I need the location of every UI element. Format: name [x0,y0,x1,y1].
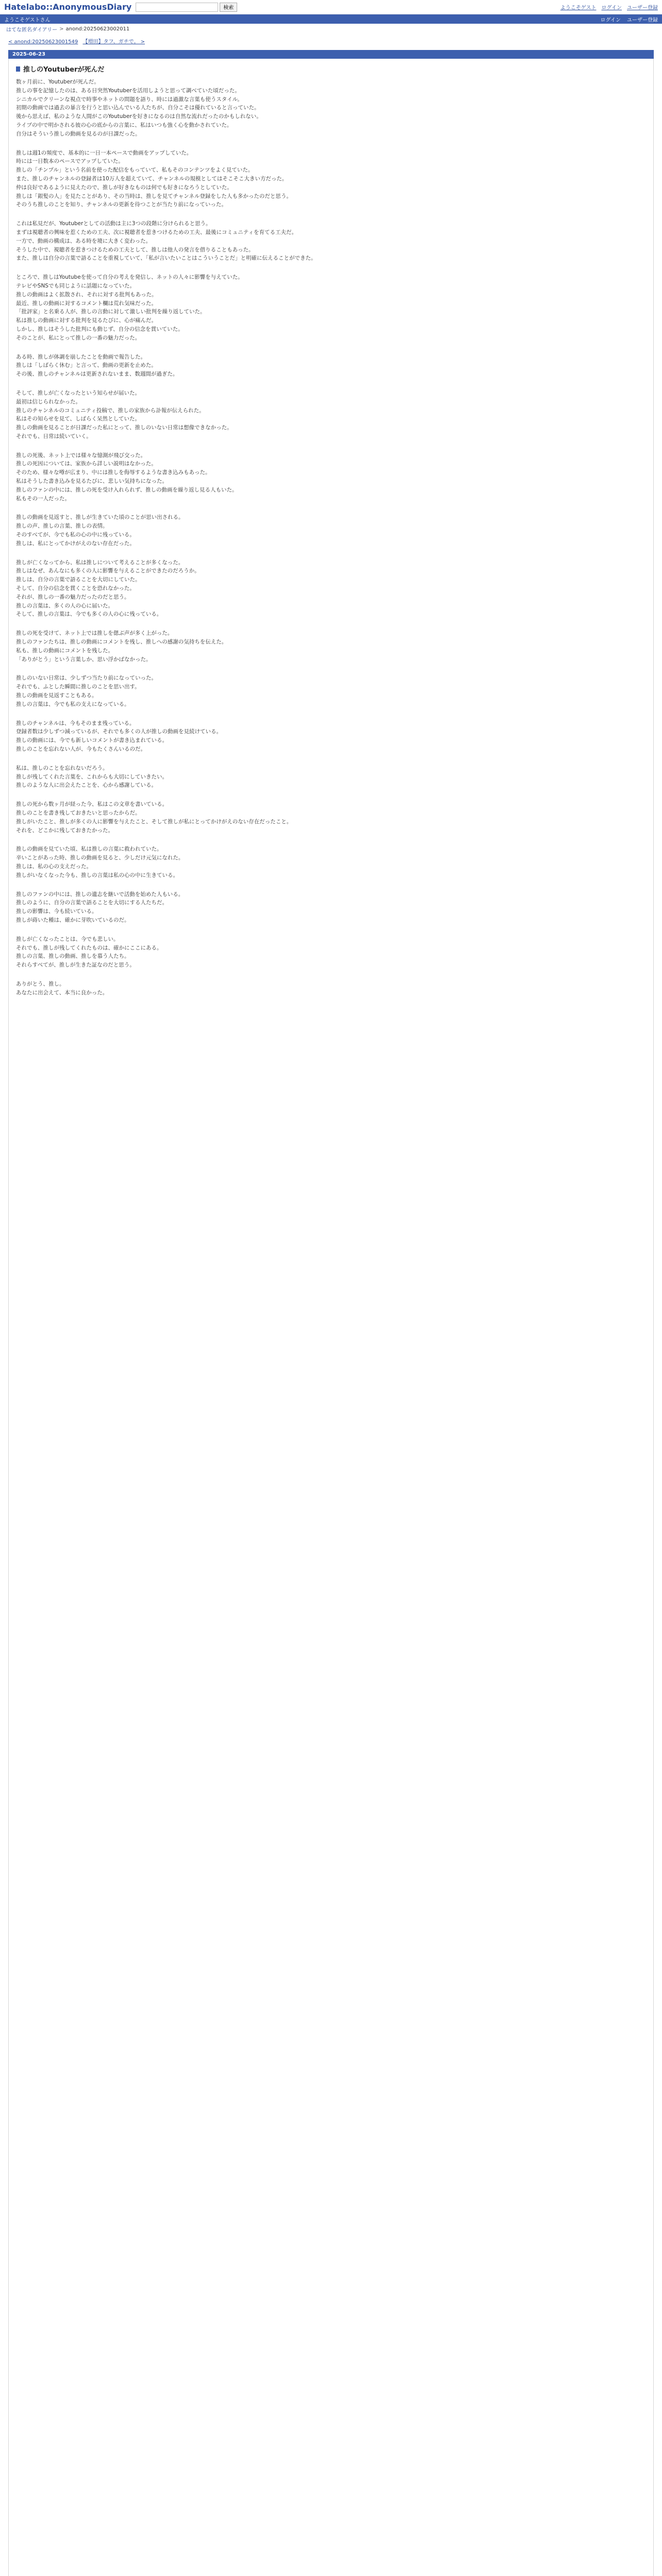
entry-line: そのため、様々な噂が広まり、中には推しを侮辱するような書き込みもあった。 [16,469,211,476]
entry-line: 私は、推しのことを忘れないだろう。 [16,765,108,771]
user-bar-links [601,15,658,23]
entry-line: 推しの影響は、今も続いている。 [16,908,97,915]
user-bar-welcome[interactable]: ようこそゲストさん [4,17,51,23]
breadcrumb-parent[interactable]: はてな匿名ダイアリー [6,27,58,33]
entry-line: 数ヶ月前に、Youtuberが死んだ。 [16,79,100,85]
top-link-register[interactable]: ユーザー登録 [627,5,658,11]
entry-line: 推しは「銀髪の人」を見たことがあり、その当時は、推しを見てチャンネル登録をした人も多かったのだと思う。 [16,193,292,199]
entry-paragraph [16,558,646,619]
entry-line: それを、どこかに残しておきたかった。 [16,827,113,834]
entry-line: 初期の動画では過去の暴言を行うと思い込んでいる人たちが、自分こそは優れていると言っていた。 [16,105,260,111]
entry-line: それらすべてが、推しが生きた証なのだと思う。 [16,962,135,969]
entry-line: それでも、日常は続いていく。 [16,433,92,439]
entry-paragraph [16,513,646,548]
entry-line: 推しの動画を見返すと、推しが生きていた頃のことが思い出される。 [16,514,184,521]
user-bar [0,14,662,24]
entry-line: 推しのチャンネルのコミュニティ投稿で、推しの家族から訃報が伝えられた。 [16,407,205,414]
entry-line: テレビやSNSでも同じように話題になっていた。 [16,282,135,289]
entry-line: 推しのような人に出会えたことを、心から感謝している。 [16,782,157,789]
entry-line: そのすべてが、今でも私の心の中に残っている。 [16,532,135,538]
entry-line: それが、推しの一番の魅力だったのだと思う。 [16,594,130,600]
entry-paragraph [16,78,646,139]
entry-line: 推しの「チンプル」という名前を使った配信をもっていて、私もそのコンテンツをよく見ていた。 [16,167,254,174]
entry-line: 推しは「しばらく休む」と言って、動画の更新を止めた。 [16,362,157,369]
entry-line: 「批評家」と名乗る人が、推しの言動に対して激しい批判を繰り返していた。 [16,309,206,315]
entry-paragraph [16,149,646,210]
entry-paragraph [16,935,646,970]
entry-line: 時には一日数本のペースでアップしていた。 [16,158,124,165]
entry-line: 私はそうした書き込みを見るたびに、悲しい気持ちになった。 [16,478,168,485]
entry-line: 推しのファンたちは、推しの動画にコメントを残し、推しへの感謝の気持ちを伝えた。 [16,639,227,646]
entry-line: ありがとう、推し。 [16,980,65,987]
title-square-icon [16,66,20,72]
entry-paragraph [16,980,646,997]
entry-line: 私はその知らせを見て、しばらく呆然としていた。 [16,416,140,422]
entry-line: 推しのいない日常は、少しずつ当たり前になっていった。 [16,675,157,682]
entry-line: 推しのファンの中には、推しの遺志を継いで活動を始めた人もいる。 [16,891,184,897]
site-logo[interactable]: Hatelabo::AnonymousDiary [4,2,132,12]
entry-line: 推しがいなくなった今も、推しの言葉は私の心の中に生きている。 [16,872,178,878]
entry-line: 私もその一人だった。 [16,495,70,502]
entry-line: それでも、推しが残してくれたものは、確かにここにある。 [16,944,162,951]
entry-line: 推しが亡くなったことは、今でも悲しい。 [16,936,119,942]
breadcrumb-current: anond:20250623002011 [65,26,130,32]
entry-line: 自分はそういう推しの動画を見るのが日課だった。 [16,130,141,137]
entry-line: その後、推しのチャンネルは更新されないまま、数週間が過ぎた。 [16,371,178,378]
entry-line: 推しの言葉は、多くの人の心に届いた。 [16,602,113,609]
top-link-login[interactable]: ログイン [601,5,622,11]
site-header [0,0,662,14]
entry-line: 推しがいたこと、推しが多くの人に影響を与えたこと、そして推しが私にとってかけがえのない存在だったこと。 [16,818,292,825]
entry-line: 推しの動画を見返すこともある。 [16,692,97,699]
entry-body [16,78,646,997]
entry-paragraph [16,273,646,342]
breadcrumb-separator: > [59,26,64,32]
entry-line: 推しのファンの中には、推しの死を受け入れられず、推しの動画を繰り返し見る人もいた。 [16,486,238,493]
search-input[interactable] [136,3,218,12]
entry-line: そのことが、私にとって推しの一番の魅力だった。 [16,334,141,341]
entry-paragraph [16,764,646,790]
entry-line: シニカルでクリーンな視点で時事やネットの問題を語り、時には過激な言葉も使うスタイル。 [16,96,243,103]
search-box [136,3,237,12]
entry-paragraph [16,389,646,441]
entry-line: 辛いことがあった時、推しの動画を見ると、少しだけ元気になれた。 [16,855,184,861]
entry-line: そうした中で、視聴者を惹きつけるための工夫として、推しは他人の発言を借りることもあった。 [16,246,254,253]
entry-line: ところで、推しはYoutubeを使って自分の考えを発信し、ネットの人々に影響を与えていた。 [16,274,243,281]
user-bar-register[interactable]: ユーザー登録 [627,17,658,23]
entry-line: 推しが蒔いた種は、確かに芽吹いているのだ。 [16,917,130,923]
entry-paragraph [16,674,646,708]
entry-line: また、推しのチャンネルの登録者は10万人を超えていて、チャンネルの規模としてはそこそこ大きい方だった。 [16,175,288,182]
entry-line: 推しの言葉は、今でも私の支えになっている。 [16,701,130,707]
entry-line: 推しはなぜ、あんなにも多くの人に影響を与えることができたのだろうか。 [16,568,200,574]
entry-line: そして、自分の信念を貫くことを恐れなかった。 [16,585,135,592]
entry-line: 推しは、私にとってかけがえのない存在だった。 [16,540,135,547]
next-entry-link[interactable]: 【増田】タフ、ガチで。 > [82,39,145,45]
entry-line: 推しの動画を見ることが日課だった私にとって、推しのいない日常は想像できなかった。 [16,425,233,431]
entry-paragraph [16,451,646,503]
entry-line: また、推しは自分の言葉で語ることを重視していて、「私が言いたいことはこういうことだ」と明確に伝えることができた。 [16,255,317,262]
entry-paragraph [16,353,646,379]
entry-title-text: 推しのYoutuberが死んだ [23,66,105,74]
entry-line: 推しが残してくれた言葉を、これからも大切にしていきたい。 [16,773,168,780]
entry-line: 一方で、動画の構成は、ある時を境に大きく変わった。 [16,238,152,244]
entry-line: 推しのことを書き残しておきたいと思ったからだ。 [16,809,141,816]
entry-line: 推しは週1の頻度で、基本的に一日一本ペースで動画をアップしていた。 [16,149,192,156]
entry-line: 推しのチャンネルは、今もそのまま残っている。 [16,720,135,726]
entry-line: 推しの動画には、今でも新しいコメントが書き込まれている。 [16,737,168,744]
entry-line: しかし、推しはそうした批判にも動じず、自分の信念を貫いていた。 [16,326,184,332]
entry-title[interactable] [16,64,646,78]
entry-line: これは私見だが、Youtuberとしての活動は主に3つの段階に分けられると思う。 [16,221,211,227]
breadcrumb [0,24,662,34]
user-bar-login[interactable]: ログイン [600,17,621,23]
top-link-welcome[interactable]: ようこそゲスト [560,5,597,11]
entry-line: そのうち推しのことを知り、チャンネルの更新を待つことが当たり前になっていった。 [16,201,227,208]
entry-line: 私も、推しの動画にコメントを残した。 [16,647,113,654]
entry-line: 後から思えば、私のような人間がこのYoutuberを好きになるのは自然な流れだったのかもしれない。 [16,113,262,120]
entry-paragraph [16,845,646,879]
entry-line: 推しの動画はよく拡散され、それに対する批判もあった。 [16,291,157,298]
search-button[interactable]: 検索 [220,3,237,12]
diary-entry [8,59,654,2576]
entry-line: 推しが亡くなってから、私は推しについて考えることが多くなった。 [16,559,184,566]
entry-line: 推しの事を記憶したのは、ある日突然Youtuberを活用しようと思って調べていた頃だった。 [16,87,240,94]
entry-paragraph [16,800,646,835]
entry-line: 推しは、私の心の支えだった。 [16,863,92,870]
entry-line: 推しの声、推しの言葉、推しの表情。 [16,523,108,530]
entry-line: まずは視聴者の興味を惹くための工夫、次に視聴者を惹きつけるための工夫、最後にコミュニティを育てる工夫だ。 [16,229,297,235]
entry-paragraph [16,719,646,754]
entry-date: 2025-06-23 [8,50,654,59]
entry-line: 推しのことを忘れない人が、今もたくさんいるのだ。 [16,746,146,752]
diary-nav [0,34,662,48]
entry-line: あなたに出会えて、本当に良かった。 [16,989,108,996]
entry-line: それでも、ふとした瞬間に推しのことを思い出す。 [16,684,140,690]
entry-line: そして、推しが亡くなったという知らせが届いた。 [16,389,140,396]
entry-line: 推しの死後、ネット上では様々な憶測が飛び交った。 [16,452,146,459]
entry-line: 私は推しの動画に対する批判を見るたびに、心が痛んだ。 [16,317,157,324]
entry-line: 推しの死因については、家族から詳しい説明はなかった。 [16,461,157,467]
entry-line: 推しの死を受けて、ネット上では推しを偲ぶ声が多く上がった。 [16,630,173,637]
entry-line: 仲は良好であるように見えたので、推しが好きなものは何でも好きになろうとしていた。 [16,184,233,191]
entry-line: 最近、推しの動画に対するコメント欄は荒れ気味だった。 [16,300,157,307]
entry-paragraph [16,890,646,925]
entry-line: 推しの言葉、推しの動画、推しを慕う人たち。 [16,953,130,960]
prev-entry-link[interactable]: < anond:20250623001549 [8,39,78,45]
entry-line: ある時、推しが体調を崩したことを動画で報告した。 [16,353,146,360]
entry-line: 推しは、自分の言葉で語ることを大切にしていた。 [16,577,141,583]
entry-line: 登録者数は少しずつ減っているが、それでも多くの人が推しの動画を見続けている。 [16,728,222,735]
entry-line: 推しのように、自分の言葉で語ることを大切にする人たちだ。 [16,900,168,906]
entry-line: そして、推しの言葉は、今でも多くの人の心に残っている。 [16,611,162,618]
entry-line: 推しの動画を見ていた頃、私は推しの言葉に救われていた。 [16,846,162,853]
entry-line: ライブの中で明かされる彼の心の底からの言葉に、私はいつも強く心を動かされていた。 [16,122,233,128]
entry-line: 「ありがとう」という言葉しか、思い浮かばなかった。 [16,656,152,663]
entry-paragraph [16,629,646,664]
top-links [560,3,658,11]
entry-paragraph [16,219,646,263]
entry-line: 推しの死から数ヶ月が経った今、私はこの文章を書いている。 [16,801,168,808]
entry-line: 最初は信じられなかった。 [16,398,81,405]
